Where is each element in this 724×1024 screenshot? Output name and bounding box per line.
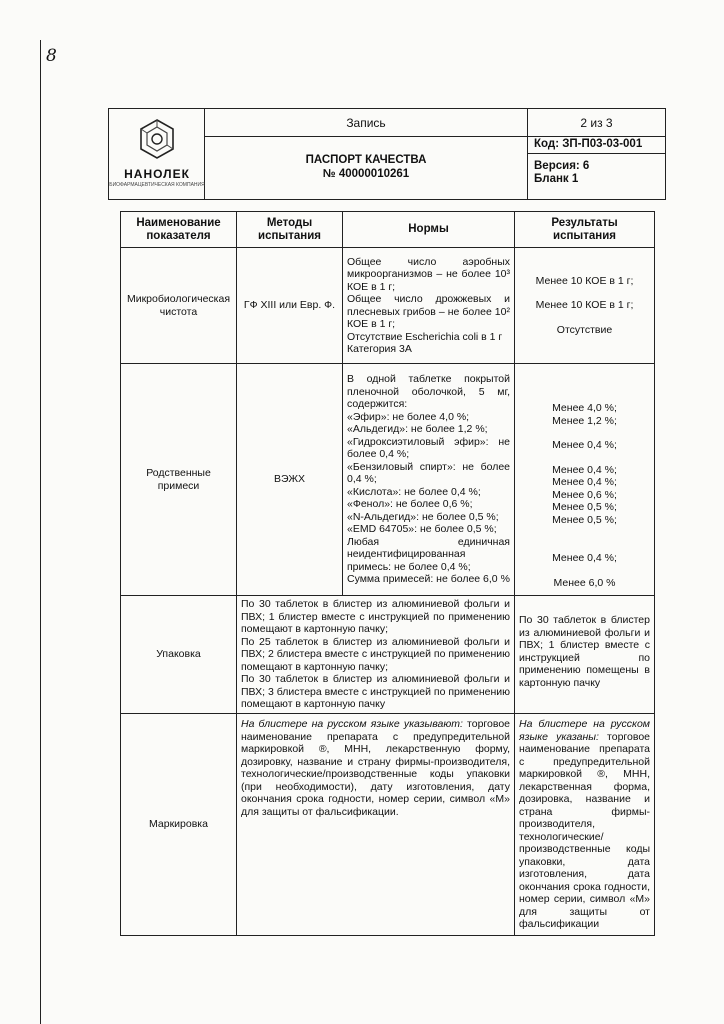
header-indicator: Наименование показателя	[121, 212, 237, 248]
row-norms	[237, 596, 515, 714]
left-margin-rule	[40, 40, 41, 1024]
table-row	[121, 596, 655, 714]
norm-item: Сумма примесей: не более 6,0 %	[347, 573, 510, 586]
result-item: Менее 0,4 %;	[552, 439, 617, 451]
document-title	[205, 137, 527, 199]
title-line-2: № 40000010261	[322, 168, 410, 180]
row-name: Упаковка	[121, 596, 237, 714]
row-results	[515, 248, 655, 364]
norm-item: «EMD 64705»: не более 0,5 %;	[347, 523, 497, 536]
norm-item: «Эфир»: не более 4,0 %;	[347, 410, 470, 423]
norm-item: «Альдегид»: не более 1,2 %;	[347, 423, 488, 436]
norm-item: «Гидроксиэтиловый эфир»: не более 0,4 %;	[347, 435, 510, 461]
norm-item: Общее число аэробных микроорганизмов – не более 10³ КОЕ в 1 г;	[347, 255, 510, 293]
norm-item: Отсутствие Escherichia coli в 1 г	[347, 330, 503, 343]
record-label: Запись	[205, 109, 527, 137]
table-header-row	[121, 212, 655, 248]
result-item: Менее 0,6 %;	[552, 488, 617, 501]
norm-item: Категория 3А	[347, 343, 412, 355]
document-form: Бланк 1	[534, 173, 579, 185]
document-header	[108, 108, 666, 200]
title-line-1: ПАСПОРТ КАЧЕСТВА	[305, 154, 427, 166]
row-name: Маркировка	[121, 714, 237, 936]
table-row	[121, 364, 655, 596]
result-item: Менее 6,0 %	[553, 576, 616, 589]
result-emphasis: На блистере на русском языке указаны:	[519, 718, 650, 743]
row-norms	[343, 364, 515, 596]
result-item: Отсутствие	[556, 323, 613, 336]
table-row	[121, 714, 655, 936]
norm-item: Общее число дрожжевых и плесневых грибов – не более 10² КОЕ в 1 г;	[347, 293, 510, 330]
row-norms	[343, 248, 515, 364]
page-count: 2 из 3	[527, 109, 665, 137]
header-results: Результаты испытания	[515, 212, 655, 248]
header-methods: Методы испытания	[237, 212, 343, 248]
norm-item: «N-Альдегид»: не более 0,5 %;	[347, 510, 499, 523]
row-results	[515, 364, 655, 596]
page-number: 8	[46, 46, 57, 66]
row-norms	[237, 714, 515, 936]
row-method: ГФ XIII или Евр. Ф.	[237, 248, 343, 364]
norm-emphasis: На блистере на русском языке указывают:	[241, 718, 463, 730]
result-item: Менее 0,4 %;	[552, 552, 617, 564]
norm-item: Любая единичная неидентифицированная примесь: не более 0,4 %;	[347, 535, 510, 573]
result-item: Менее 0,4 %;	[552, 463, 617, 476]
logo-cell	[109, 109, 205, 199]
document-meta	[527, 137, 665, 199]
quality-spec-table	[120, 211, 655, 936]
result-item: Менее 1,2 %;	[552, 414, 617, 427]
norm-item: «Фенол»: не более 0,6 %;	[347, 498, 473, 511]
result-item: Менее 0,5 %;	[552, 501, 617, 513]
row-name: Родственные примеси	[121, 364, 237, 596]
nanolek-logo-icon	[137, 117, 177, 163]
norm-item: По 30 таблеток в блистер из алюминиевой фольги и ПВХ; 1 блистер вместе с инструкцией по применению помещают в картонную пачку;	[241, 598, 510, 636]
norm-item: «Бензиловый спирт»: не более 0,4 %;	[347, 460, 510, 486]
row-method: ВЭЖХ	[237, 364, 343, 596]
row-result	[515, 714, 655, 936]
document-code: Код: ЗП-П03-03-001	[528, 138, 665, 154]
norm-item: По 30 таблеток в блистер из алюминиевой фольги и ПВХ; 3 блистера вместе с инструкцией по применению помещают в картонную пачку	[241, 673, 510, 711]
row-name: Микробиологическая чистота	[121, 248, 237, 364]
result-item: Менее 10 КОЕ в 1 г;	[535, 274, 634, 287]
logo-brand: НАНОЛЕК	[124, 167, 190, 181]
result-text: торговое наименование препарата с предупредительной маркировкой ®, МНН, лекарственная форма, дозировка, название и страна фирмы-производителя, технологические/производственные коды упаковки, дата изготовления, дата окончания срока годности, номер серии, символ «М» для защиты от фальсификации	[519, 730, 650, 930]
norm-item: «Кислота»: не более 0,4 %;	[347, 485, 481, 498]
norm-item: По 25 таблеток в блистер из алюминиевой фольги и ПВХ; 2 блистера вместе с инструкцией по применению помещают в картонную пачку;	[241, 635, 510, 673]
header-norms: Нормы	[343, 212, 515, 248]
result-item: Менее 10 КОЕ в 1 г;	[535, 299, 634, 312]
document-version: Версия: 6	[534, 160, 590, 172]
result-item: Менее 0,4 %;	[552, 476, 617, 488]
norm-text: торговое наименование препарата с предупредительной маркировкой ®, МНН, лекарственную форму, дозировку, название и страну фирмы-производителя, технологические/производственные коды упаковки (при необходимости), дату изготовления, дату окончания срока годности, номер серии, символ «М» для защиты от фальсификации.	[241, 718, 510, 818]
table-row	[121, 248, 655, 364]
result-item: Менее 0,5 %;	[552, 513, 617, 526]
row-result: По 30 таблеток в блистер из алюминиевой фольги и ПВХ; 1 блистер вместе с инструкцией по применению помещены в картонную пачку	[515, 596, 655, 714]
logo-tagline: БИОФАРМАЦЕВТИЧЕСКАЯ КОМПАНИЯ	[109, 182, 205, 188]
norm-intro: В одной таблетке покрытой пленочной оболочкой, 5 мг, содержится:	[347, 373, 510, 411]
result-item: Менее 4,0 %;	[552, 402, 617, 414]
